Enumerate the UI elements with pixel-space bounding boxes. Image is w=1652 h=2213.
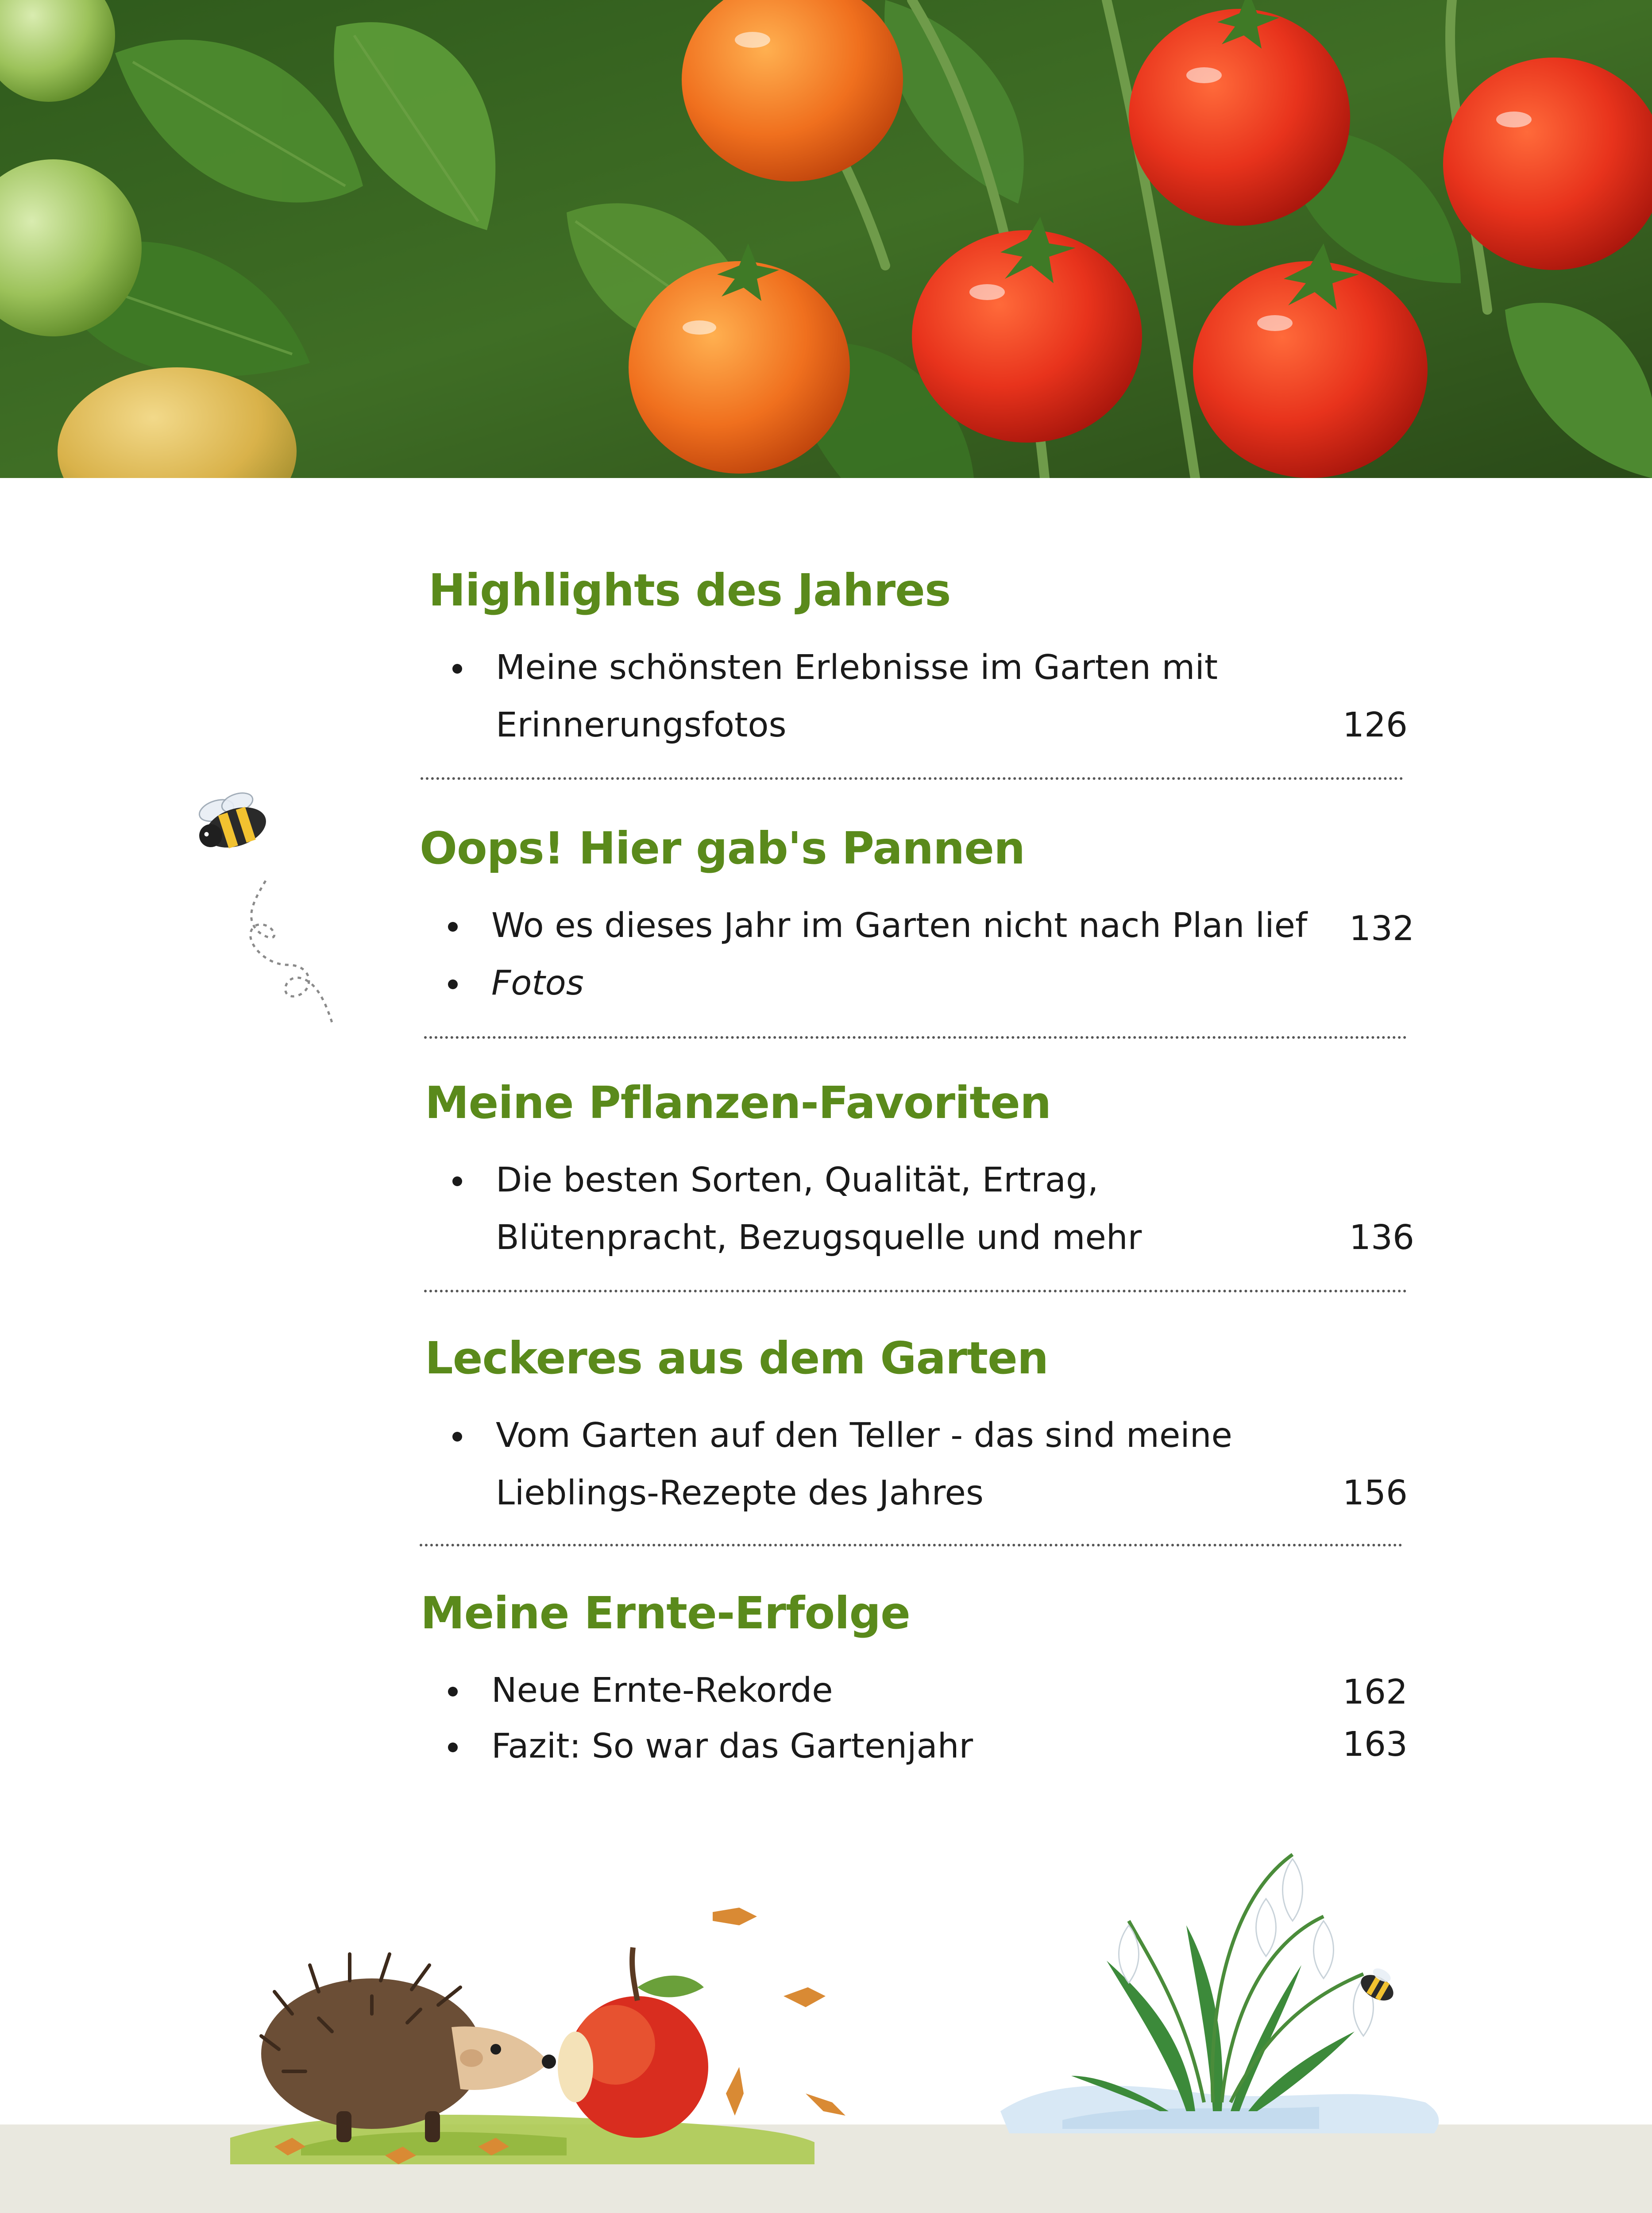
entry-text: Die besten Sorten, Qualität, Ertrag, [496, 1160, 1099, 1200]
bullet-icon [448, 922, 458, 932]
page-number: 156 [1343, 1473, 1408, 1513]
entry-text: Wo es dieses Jahr im Garten nicht nach Plan lief [491, 906, 1308, 945]
page-number: 162 [1343, 1673, 1408, 1712]
entry-text: Fotos [491, 964, 584, 1003]
bee-icon [186, 788, 345, 1036]
section-title: Meine Pflanzen-Favoriten [425, 1077, 1051, 1129]
entry-text: Vom Garten auf den Teller - das sind meine [496, 1416, 1232, 1455]
bullet-icon [452, 1432, 462, 1442]
dotted-divider [420, 1544, 1402, 1546]
dotted-divider [421, 777, 1403, 780]
page-number: 132 [1349, 909, 1414, 948]
bullet-icon [452, 1176, 462, 1186]
bullet-icon [448, 979, 458, 989]
entry-text: Erinnerungsfotos [496, 706, 787, 745]
entry-text: Meine schönsten Erlebnisse im Garten mit [496, 648, 1218, 687]
section-title: Oops! Hier gab's Pannen [420, 822, 1025, 874]
dotted-divider [424, 1036, 1407, 1039]
bullet-icon [452, 664, 462, 674]
section-title: Meine Ernte-Erfolge [421, 1587, 910, 1639]
bullet-icon [448, 1687, 458, 1696]
dotted-divider [424, 1290, 1407, 1292]
section-title: Leckeres aus dem Garten [425, 1332, 1049, 1384]
entry-text: Lieblings-Rezepte des Jahres [496, 1473, 984, 1513]
page-number: 136 [1349, 1218, 1414, 1257]
hedgehog-illustration [230, 1881, 850, 2173]
page-number: 126 [1343, 706, 1408, 745]
snowdrop-illustration [1000, 1828, 1443, 2138]
section-title: Highlights des Jahres [428, 564, 951, 616]
page-number: 163 [1343, 1725, 1408, 1764]
entry-text: Fazit: So war das Gartenjahr [491, 1727, 973, 1766]
entry-text: Blütenpracht, Bezugsquelle und mehr [496, 1218, 1142, 1257]
entry-text: Neue Ernte-Rekorde [491, 1671, 833, 1710]
bullet-icon [448, 1743, 458, 1752]
